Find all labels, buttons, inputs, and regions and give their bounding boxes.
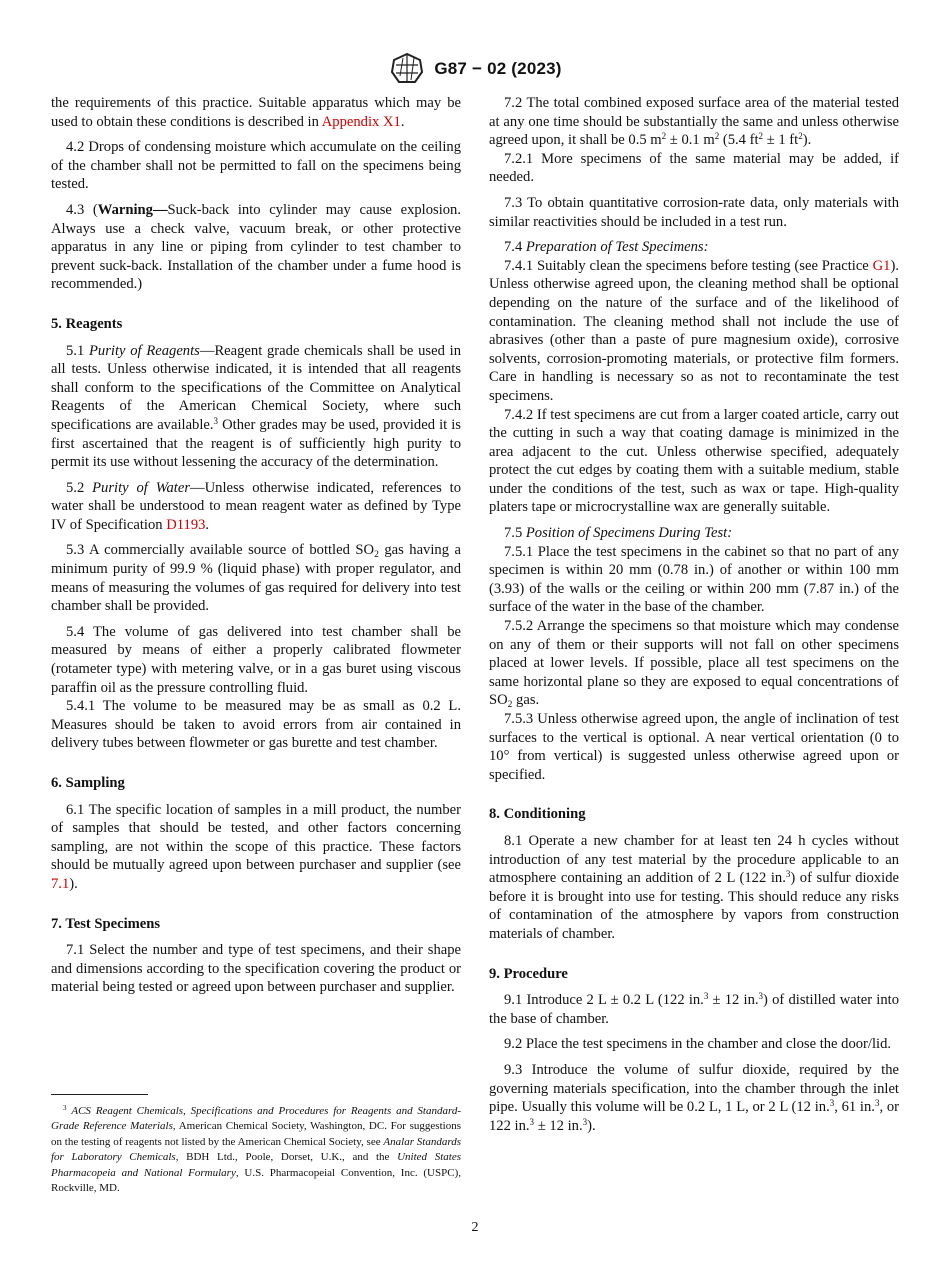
text: 5.2 [66, 479, 93, 496]
footnote-marker[interactable]: 3 [213, 415, 219, 426]
superscript: 2 [798, 131, 803, 142]
text: ) of distilled water into the base of chamber. [489, 992, 900, 1027]
text: Analar Standards for Laboratory Chemicals [51, 1135, 461, 1164]
paragraph-7-5-3: 7.5.3 Unless otherwise agreed upon, the angle of inclination of test surfaces to the vertical is optional. A near vertical orientation (0 to 10° from vertical) is suggested unless otherwise agreed upon or specified. [489, 711, 899, 783]
text: ). Unless otherwise agreed upon, the cleaning method shall be optional depending on the nature of the surface and of the likelihood of contamination. The cleaning method shall not include the use of abrasives (other than a paste of pure magnesium oxide), corrosive solvents, corrosion-promoting materials, or protective film formers. Care in handling is necessary so as not to recontaminate the test specimens. [489, 257, 899, 404]
text: the requirements of this practice. Suitable apparatus which may be used to obtain these conditions is described in [51, 95, 461, 130]
appendix-x1-link[interactable]: Appendix X1 [321, 113, 401, 130]
superscript: 3 [829, 1098, 835, 1109]
paragraph-5-3 [51, 541, 461, 615]
text: —Unless otherwise indicated, references to water shall be understood to mean reagent water as defined by Type IV of Specification [51, 479, 462, 533]
text: , U.S. Pharmacopeial Convention, Inc. (USPC), Rockville, MD. [51, 1166, 461, 1195]
text: 5.3 A commercially available source of bottled SO [66, 542, 375, 559]
text: , 61 in. [834, 1099, 875, 1116]
paragraph-7-5 [489, 524, 899, 543]
text: 7.2 The total combined exposed surface area of the material tested at any one time should be substantially the same and unless otherwise agreed upon, it shall be 0.5 m [489, 95, 899, 149]
subsection-title: Purity of Reagents [89, 342, 200, 359]
text: 7.4 [504, 239, 526, 256]
section-heading-reagents: 5. Reagents [51, 315, 123, 332]
footnote-3 [51, 1104, 461, 1196]
right-column [489, 94, 899, 1135]
text: ± 12 in. [708, 992, 759, 1009]
superscript: 3 [529, 1116, 535, 1127]
page-header [0, 52, 950, 86]
superscript: 2 [714, 131, 720, 142]
paragraph-7-5-1: 7.5.1 Place the test specimens in the cabinet so that no part of any specimen is within 20 mm (0.78 in.) of another or within 100 mm (3.93) of the walls or the ceiling or within 200 mm (7.87 in.) of the surface of the water in the base of the chamber. [489, 543, 899, 616]
superscript: 2 [661, 131, 667, 142]
text: 5.1 [66, 342, 89, 359]
text: , American Chemical Society, Washington, DC. For suggestions on the testing of reagents not listed by the American Chemical Society, see [51, 1120, 461, 1148]
paragraph-6-1 [51, 801, 461, 894]
superscript: 2 [758, 131, 764, 142]
paragraph-5-2: 5.2 Purity of Water—Unless otherwise indicated, references to water shall be understood to mean reagent water as defined by Type IV of Specification D1193. [51, 479, 462, 533]
text: 7.5.2 Arrange the specimens so that moisture which may condense on any of them or their supports will not fall on other specimens placed at lower levels. If possible, place all test specimens on the same horizontal plane so they are exposed to equal concentrations of SO [489, 618, 899, 709]
paragraph-7-3: 7.3 To obtain quantitative corrosion-rate data, only materials with similar reactivities should be included in a test run. [489, 194, 899, 230]
paragraph-continued: the requirements of this practice. Suitable apparatus which may be used to obtain these conditions is described in Appendix X1. [51, 95, 461, 130]
superscript: 3 [703, 991, 709, 1002]
text: 7.4.1 Suitably clean the specimens before testing (see Practice [504, 257, 873, 274]
superscript: 3 [785, 869, 791, 880]
superscript: 3 [874, 1098, 880, 1109]
g1-link[interactable]: G1 [872, 257, 891, 274]
text: 8.1 Operate a new chamber for at least ten 24 h cycles without introduction of any test material by the procedure applicable to an atmosphere containing an addition of 2 L (122 in. [489, 832, 899, 887]
paragraph-5-4-1: 5.4.1 The volume to be measured may be as small as 0.2 L. Measures should be taken to avoid errors from air contained in delivery tubes between flowmeter or gas burette and test chamber. [51, 698, 461, 752]
subscript: 2 [507, 700, 513, 711]
paragraph-5-4: 5.4 The volume of gas delivered into test chamber shall be measured by means of either a properly calibrated flowmeter (rotameter type) with metering valve, or in a gas buret using viscous paraffin oil as the pressure controlling fluid. [51, 623, 461, 696]
paragraph-7-4-2: 7.4.2 If test specimens are cut from a larger coated article, carry out the cutting in such a way that coating damage is minimized in the area adjacent to the cut. Unless otherwise specified, adequately protect the cut edges by coating them with a suitable medium, stable under the conditions of the test, such as wax or tape. High-quality platers tape or microcrystalline wax are generally suitable. [489, 406, 899, 516]
text: —Reagent grade chemicals shall be used in all tests. Unless otherwise indicated, it is intended that all reagents shall conform to the specifications of the Committee on Analytical Reagents of the American Chemical Society, where such specifications are available. [51, 342, 461, 433]
superscript: 3 [582, 1116, 588, 1127]
subsection-title: Preparation of Test Specimens: [525, 239, 709, 256]
footnote-mark: 3 [63, 1104, 67, 1112]
paragraph-7-4-1 [489, 257, 899, 406]
text: ACS Reagent Chemicals, Specifications and Procedures for Reagents and Standard-Grade Reference Materials [51, 1105, 462, 1133]
text: , BDH Ltd., Poole, Dorset, U.K., and the [175, 1151, 398, 1164]
text: ). [802, 132, 812, 149]
text: 4.3 ( [66, 201, 98, 218]
text: 6.1 The specific location of samples in a mill product, the number of samples that should be tested, and other factors concerning sampling, are not within the scope of this practice. These factors should be mutually agreed upon between purchaser and supplier (see [51, 801, 461, 874]
text: ± 1 ft [763, 132, 799, 149]
text: Other grades may be used, provided it is first ascertained that the reagent is of sufficiently high purity to permit its use without lessening the accuracy of the determination. [51, 416, 461, 471]
text: (5.4 ft [719, 132, 759, 149]
text: 7.5 [504, 525, 526, 542]
footnote-divider [51, 1094, 148, 1095]
paragraph-9-2: 9.2 Place the test specimens in the chamber and close the door/lid. [504, 1036, 892, 1053]
text: gas having a minimum purity of 99.9 % (liquid phase) with proper regulator, and means of measuring the volumes of gas required for delivery into test chamber shall be provided. [51, 542, 461, 615]
text: 9.3 Introduce the volume of sulfur dioxide, required by the governing materials specification, into the chamber through the inlet pipe. Usually this volume will be 0.2 L, 1 L, or 2 L (12 in. [489, 1061, 899, 1116]
warning-label: Warning— [97, 201, 168, 218]
text: ). [69, 875, 78, 892]
paragraph-7-2-1: 7.2.1 More specimens of the same material may be added, if needed. [489, 150, 899, 186]
text: , or 122 in. [489, 1099, 899, 1134]
paragraph-4-2: 4.2 Drops of condensing moisture which accumulate on the ceiling of the chamber shall not be permitted to fall on the specimens being tested. [51, 139, 461, 193]
text: United States Pharmacopeia and National Formulary [51, 1151, 461, 1179]
paragraph-4-3 [51, 201, 461, 294]
astm-logo-icon [388, 52, 426, 86]
text: gas. [512, 692, 540, 709]
paragraph-9-1 [489, 991, 899, 1028]
document-designation: G87 − 02 (2023) [434, 59, 562, 78]
subsection-title: Purity of Water [92, 479, 191, 496]
paragraph-7-5-2 [489, 617, 899, 710]
text: ± 0.1 m [666, 132, 715, 149]
left-column [51, 94, 461, 997]
text: Suck-back into cylinder may cause explosion. Always use a check valve, vacuum break, or other protective apparatus in any line or piping from cylinder to test chamber to prevent suck-back. Installation of the chamber under a fume hood is recommended.) [51, 201, 461, 293]
section-heading-sampling: 6. Sampling [51, 775, 125, 791]
superscript: 3 [758, 991, 764, 1002]
page-number: 2 [471, 1220, 479, 1235]
paragraph-7-4 [489, 238, 899, 257]
text: ) of sulfur dioxide before it is brought into use for testing. This should reduce any risks of contamination of the atmosphere by vapors from construction materials of chamber. [489, 870, 899, 942]
section-heading-procedure: 9. Procedure [489, 965, 568, 982]
paragraph-7-2 [489, 94, 899, 150]
paragraph-7-1: 7.1 Select the number and type of test specimens, and their shape and dimensions according to the specification covering the product or material being tested or agreed upon between purchaser and supplier. [51, 942, 461, 996]
section-7-1-link[interactable]: 7.1 [51, 875, 70, 892]
text: ± 12 in. [534, 1117, 583, 1134]
paragraph-5-1 [51, 342, 461, 472]
section-heading-test-specimens: 7. Test Specimens [51, 915, 161, 932]
paragraph-9-3 [489, 1061, 899, 1135]
paragraph-8-1 [489, 832, 899, 944]
subscript: 2 [374, 550, 379, 561]
section-heading-conditioning: 8. Conditioning [489, 806, 586, 823]
text: ). [587, 1117, 596, 1134]
d1193-link[interactable]: D1193 [166, 516, 206, 533]
text: 9.1 Introduce 2 L ± 0.2 L (122 in. [504, 992, 704, 1009]
subsection-title: Position of Specimens During Test: [525, 525, 733, 542]
